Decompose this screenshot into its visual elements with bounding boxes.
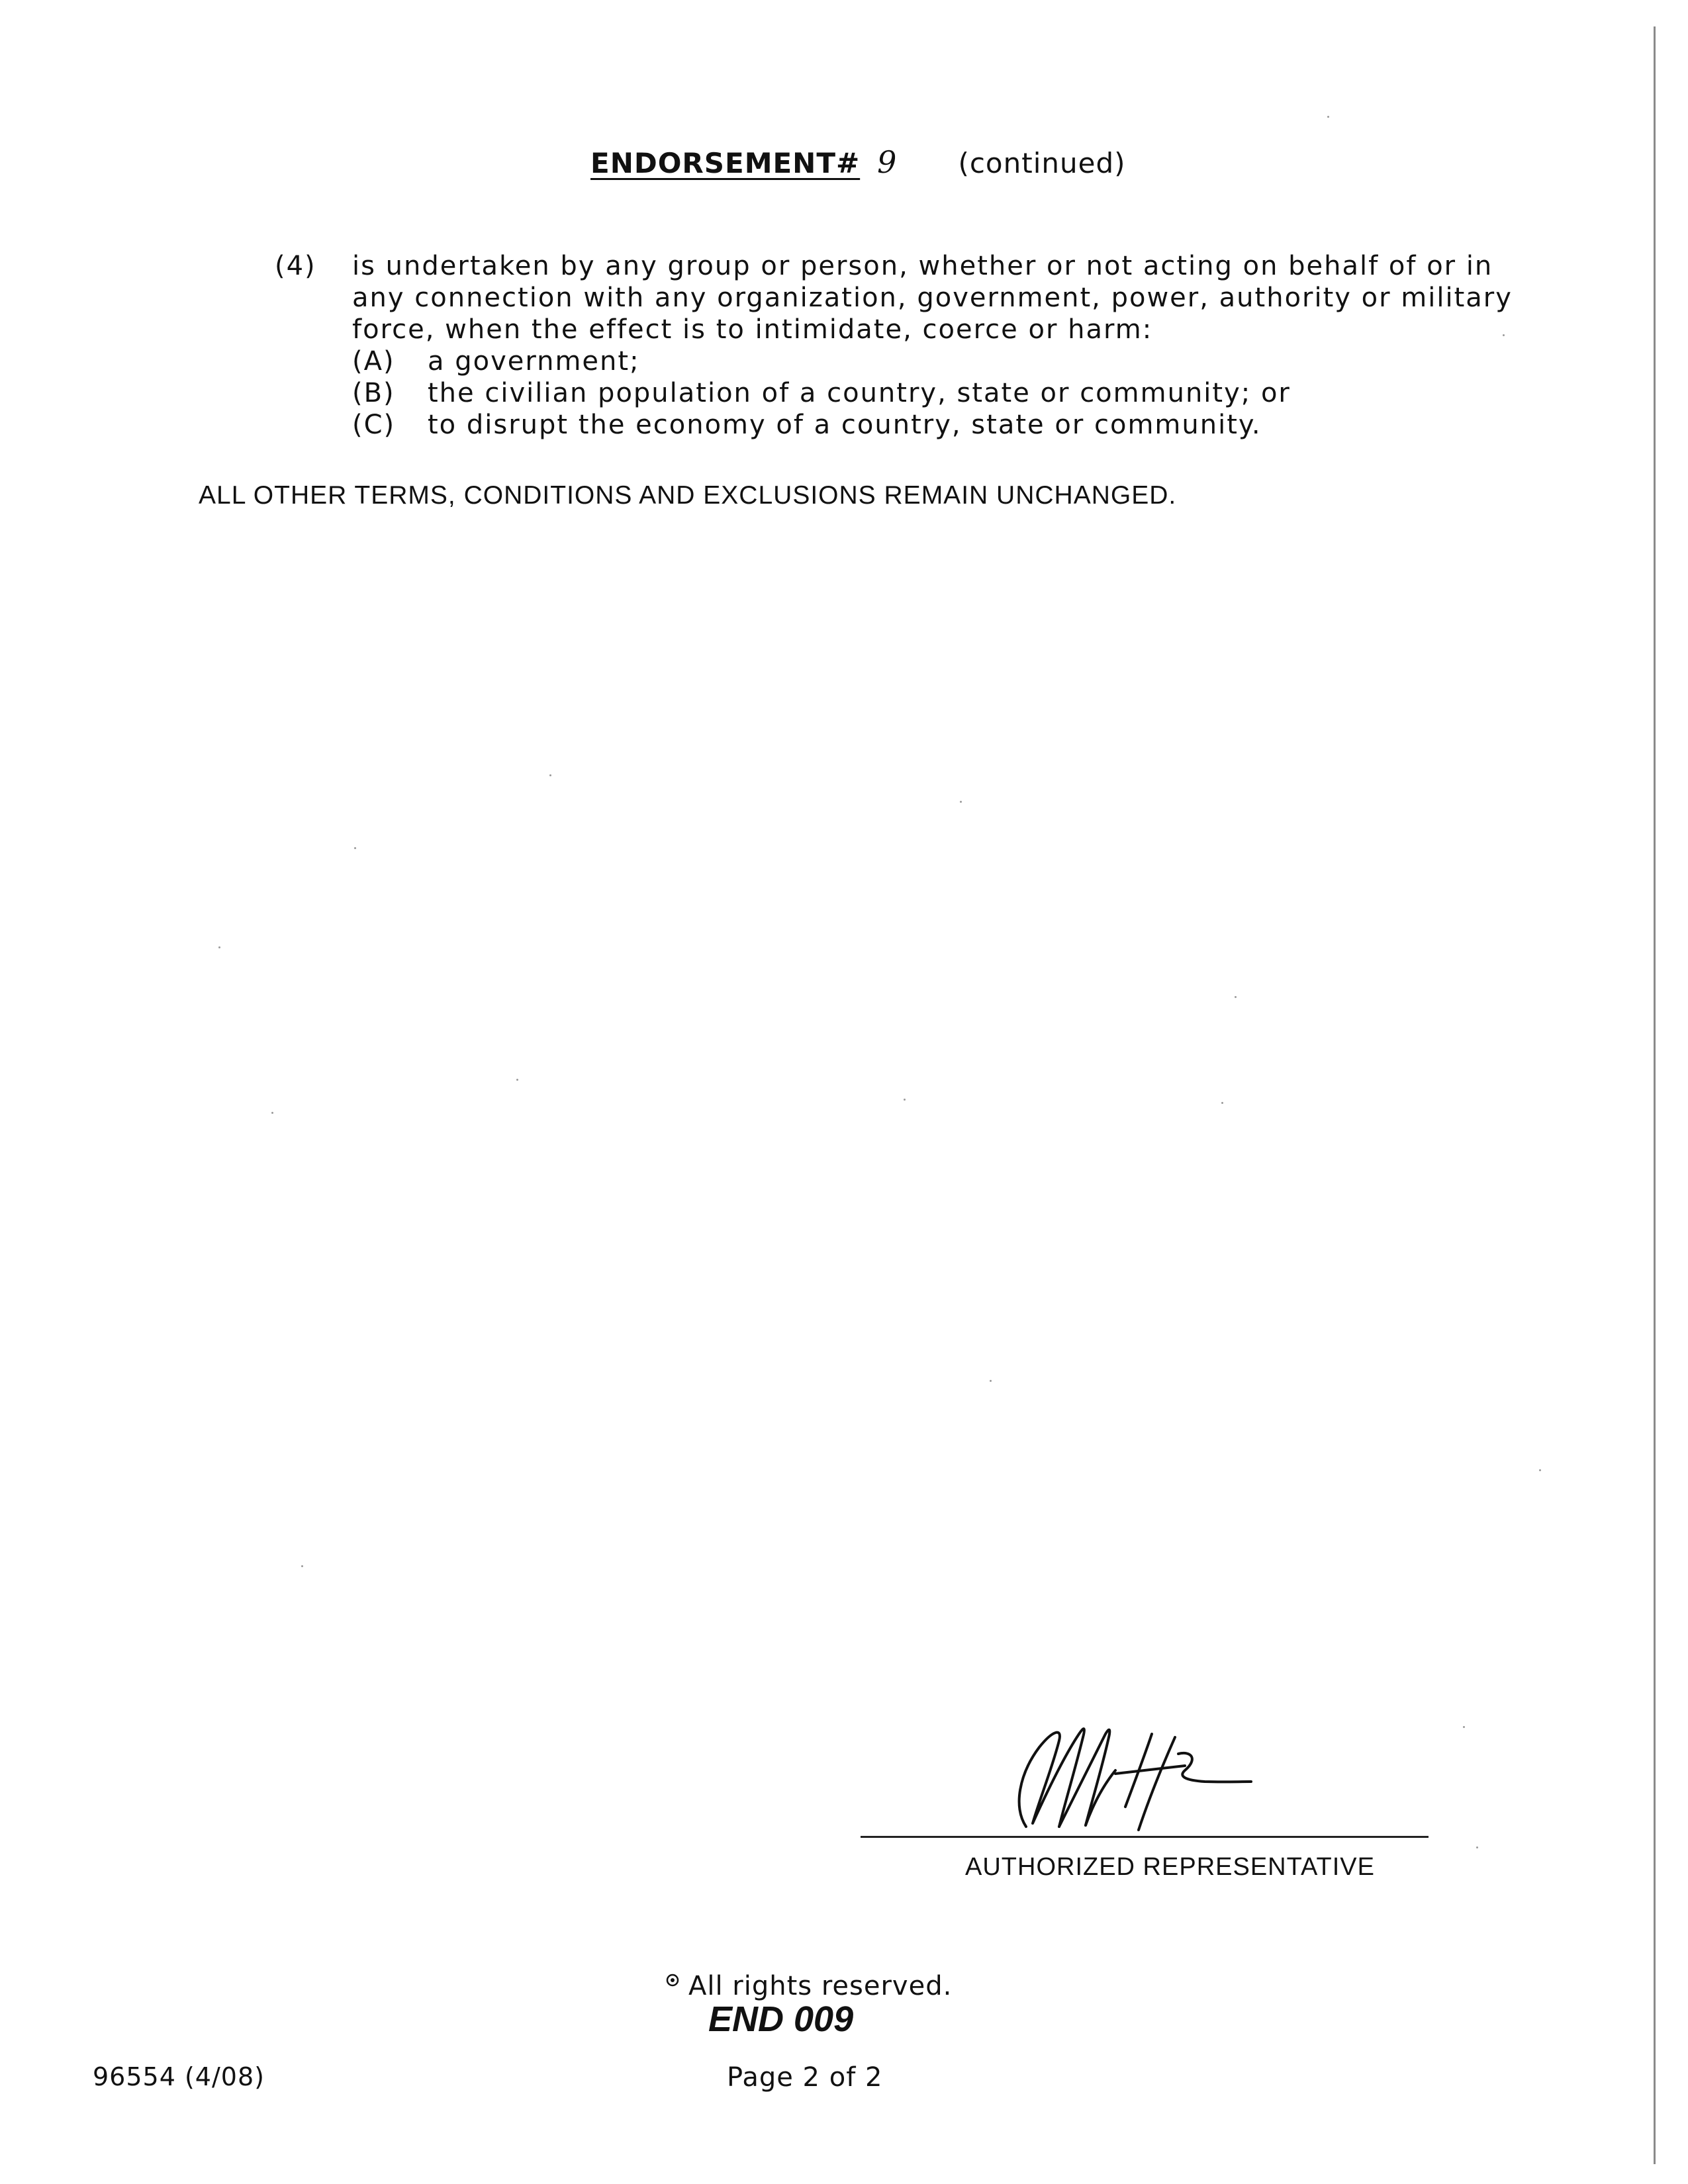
scan-speck: [354, 847, 356, 849]
scan-speck: [1539, 1469, 1541, 1471]
scan-speck: [516, 1079, 518, 1081]
scan-speck: [271, 1112, 273, 1114]
page-edge-rule: [1654, 26, 1656, 2164]
sub-item-label: (A): [352, 346, 395, 377]
clause-label: (4): [275, 251, 316, 281]
endorsement-header: [590, 144, 1126, 180]
handwritten-signature: [986, 1707, 1264, 1840]
clause-line: is undertaken by any group or person, whether or not acting on behalf of or in: [352, 251, 1493, 281]
sub-item-label: (B): [352, 378, 395, 408]
rights-text: All rights reserved.: [688, 1971, 953, 2001]
rights-reserved: [666, 1971, 952, 2001]
continued-label: (continued): [958, 147, 1126, 179]
sub-item-label: (C): [352, 410, 396, 440]
scan-speck: [1503, 334, 1505, 336]
scan-speck: [1235, 996, 1237, 998]
clause-text: [352, 250, 1513, 345]
scan-speck: [301, 1565, 303, 1567]
scan-speck: [549, 774, 551, 776]
sub-item-text: to disrupt the economy of a country, state or community.: [428, 410, 1262, 440]
endorsement-title: ENDORSEMENT#: [590, 147, 861, 179]
scan-speck: [904, 1099, 906, 1101]
endorsement-number: 9: [877, 144, 898, 180]
authorized-representative-label: AUTHORIZED REPRESENTATIVE: [965, 1853, 1375, 1881]
closing-statement: ALL OTHER TERMS, CONDITIONS AND EXCLUSIONS REMAIN UNCHANGED.: [199, 481, 1177, 510]
scan-speck: [960, 801, 962, 803]
signature-line: [861, 1836, 1429, 1838]
copyright-icon: [666, 1974, 679, 1987]
sub-item-text: a government;: [428, 346, 640, 377]
page-number: Page 2 of 2: [727, 2062, 883, 2093]
scan-speck: [1476, 1846, 1478, 1848]
scan-speck: [1463, 1726, 1465, 1728]
scan-speck: [1327, 116, 1329, 118]
scan-speck: [990, 1380, 992, 1382]
clause-line: any connection with any organization, government, power, authority or military: [352, 283, 1513, 313]
scan-speck: [1221, 1102, 1223, 1104]
scan-speck: [218, 946, 220, 948]
form-number: 96554 (4/08): [93, 2062, 265, 2091]
sub-item-text: the civilian population of a country, state or community; or: [428, 378, 1291, 408]
clause-line: force, when the effect is to intimidate, coerce or harm:: [352, 314, 1153, 345]
endorsement-code: END 009: [708, 1999, 854, 2039]
